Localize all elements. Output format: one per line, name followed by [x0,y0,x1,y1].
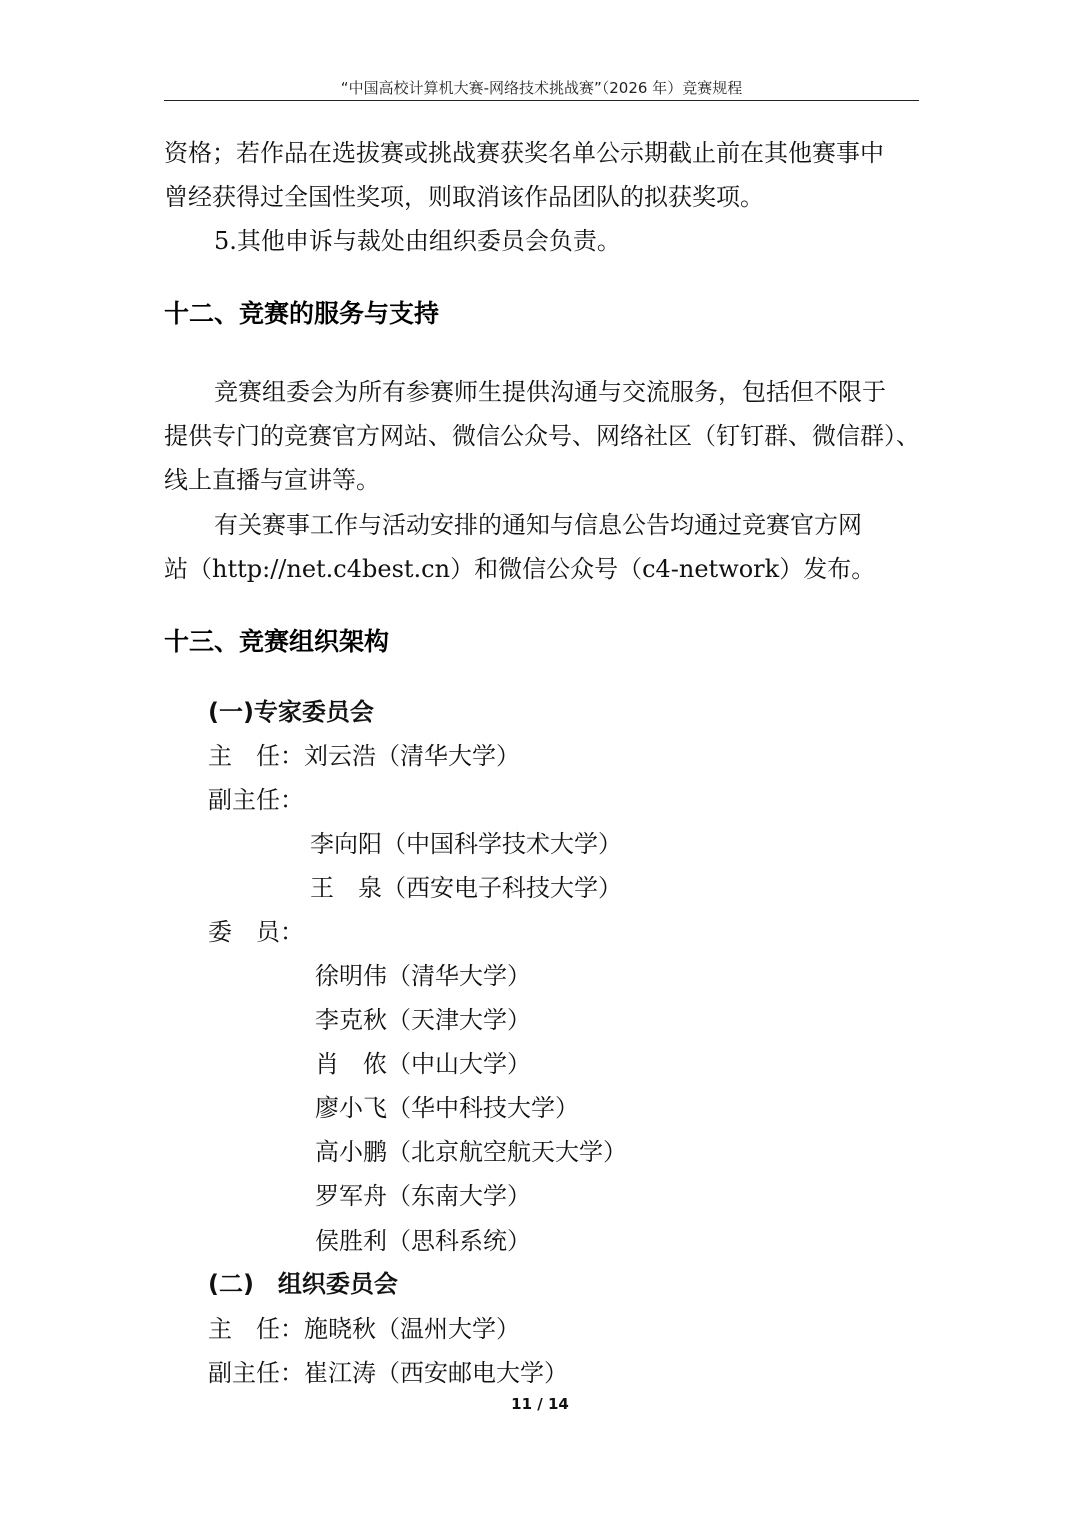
expert-vice-item: 李向阳（中国科学技术大学） [310,830,622,858]
page-number: 11 / 14 [511,1395,569,1413]
expert-members-label: 委 员： [208,918,304,946]
intro-line-2: 曾经获得过全国性奖项，则取消该作品团队的拟获奖项。 [164,183,764,211]
expert-member-item: 罗军舟（东南大学） [315,1182,531,1210]
expert-member-item: 廖小飞（华中科技大学） [315,1094,579,1122]
section-13-heading: 十三、竞赛组织架构 [164,627,390,656]
section-12-p2-line-2: 站（http://net.c4best.cn）和微信公众号（c4-network）发布。 [164,555,876,583]
expert-member-item: 李克秋（天津大学） [315,1006,531,1034]
section-12-p1-line-3: 线上直播与宣讲等。 [164,466,380,494]
org-director: 主 任：施晓秋（温州大学） [208,1315,520,1343]
expert-director: 主 任：刘云浩（清华大学） [208,742,520,770]
section-12-p1-line-2: 提供专门的竞赛官方网站、微信公众号、网络社区（钉钉群、微信群）、 [164,422,920,450]
intro-line-1: 资格；若作品在选拔赛或挑战赛获奖名单公示期截止前在其他赛事中 [164,139,884,167]
intro-line-3: 5.其他申诉与裁处由组织委员会负责。 [214,227,621,255]
expert-member-item: 肖 侬（中山大学） [315,1050,531,1078]
expert-member-item: 高小鹏（北京航空航天大学） [315,1138,627,1166]
org-committee-title: (二) 组织委员会 [208,1270,398,1298]
expert-vice-item: 王 泉（西安电子科技大学） [310,874,622,902]
page-header-title: “中国高校计算机大赛-网络技术挑战赛”（2026 年）竞赛规程 [340,79,743,97]
section-12-heading: 十二、竞赛的服务与支持 [164,299,440,328]
expert-member-item: 侯胜利（思科系统） [315,1227,531,1255]
expert-committee-title: (一)专家委员会 [208,698,374,726]
expert-vice-label: 副主任： [208,786,304,814]
org-vice-director: 副主任：崔江涛（西安邮电大学） [208,1359,568,1387]
section-12-p2-line-1: 有关赛事工作与活动安排的通知与信息公告均通过竞赛官方网 [214,511,862,539]
expert-member-item: 徐明伟（清华大学） [315,962,531,990]
section-12-p1-line-1: 竞赛组委会为所有参赛师生提供沟通与交流服务，包括但不限于 [214,378,886,406]
header-rule [164,100,919,101]
